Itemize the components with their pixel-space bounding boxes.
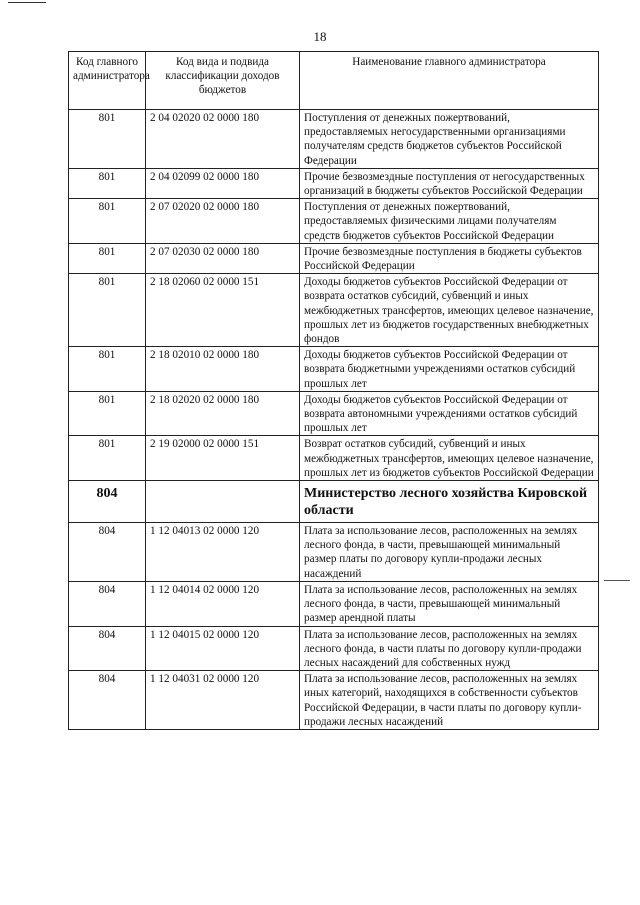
table-row <box>69 436 599 481</box>
admin-code-cell: 804 <box>69 581 146 626</box>
admin-name-cell: Доходы бюджетов субъектов Российской Федерации от возврата автономными учреждениями остатков субсидий прошлых лет <box>300 391 599 436</box>
admin-code-cell: 801 <box>69 436 146 481</box>
admin-code-cell: 801 <box>69 199 146 244</box>
classification-code-cell: 2 18 02060 02 0000 151 <box>146 274 300 347</box>
classification-code-cell: 2 18 02010 02 0000 180 <box>146 347 300 392</box>
admin-name-cell: Доходы бюджетов субъектов Российской Федерации от возврата бюджетными учреждениями остатков субсидий прошлых лет <box>300 347 599 392</box>
admin-name-cell: Плата за использование лесов, расположенных на землях лесного фонда, в части, превышающей минимальный размер арендной платы <box>300 581 599 626</box>
table-row <box>69 391 599 436</box>
admin-code-cell: 804 <box>69 671 146 730</box>
admin-code-cell: 804 <box>69 523 146 582</box>
admin-code-cell: 804 <box>69 626 146 671</box>
admin-code-cell: 804 <box>69 481 146 523</box>
admin-name-cell: Плата за использование лесов, расположенных на землях лесного фонда, в части, превышающей минимальный размер платы по договору купли-продажи лесных насаждений <box>300 523 599 582</box>
classification-code-cell: 1 12 04013 02 0000 120 <box>146 523 300 582</box>
table-row <box>69 626 599 671</box>
table-row <box>69 110 599 169</box>
admin-name-cell: Возврат остатков субсидий, субвенций и иных межбюджетных трансфертов, имеющих целевое назначение, прошлых лет из бюджетов субъектов Российской Федерации <box>300 436 599 481</box>
table-header-row <box>69 52 599 110</box>
admin-name-cell: Министерство лесного хозяйства Кировской области <box>300 481 599 523</box>
admin-name-cell: Поступления от денежных пожертвований, предоставляемых негосударственными организациями получателям средств бюджетов субъектов Российской Федерации <box>300 110 599 169</box>
admin-code-cell: 801 <box>69 243 146 273</box>
header-admin-name: Наименование главного администратора <box>300 52 599 110</box>
page-number: 18 <box>313 29 327 44</box>
admin-code-cell: 801 <box>69 274 146 347</box>
classification-code-cell: 2 04 02020 02 0000 180 <box>146 110 300 169</box>
classification-code-cell: 1 12 04031 02 0000 120 <box>146 671 300 730</box>
header-admin-code: Код главного администратора <box>69 52 146 110</box>
classification-code-cell: 2 04 02099 02 0000 180 <box>146 168 300 198</box>
margin-mark <box>604 580 630 581</box>
admin-name-cell: Прочие безвозмездные поступления в бюджеты субъектов Российской Федерации <box>300 243 599 273</box>
table-row <box>69 671 599 730</box>
classification-code-cell: 2 18 02020 02 0000 180 <box>146 391 300 436</box>
admin-code-cell: 801 <box>69 347 146 392</box>
admin-name-cell: Доходы бюджетов субъектов Российской Федерации от возврата остатков субсидий, субвенций и иных межбюджетных трансфертов, имеющих целевое назначение, прошлых лет из бюджетов государственных внебюджетных фондов <box>300 274 599 347</box>
classification-code-cell: 1 12 04015 02 0000 120 <box>146 626 300 671</box>
scan-edge-mark <box>8 2 46 3</box>
admin-name-cell: Плата за использование лесов, расположенных на землях лесного фонда, в части платы по договору купли-продажи лесных насаждений для собственных нужд <box>300 626 599 671</box>
admin-name-cell: Поступления от денежных пожертвований, предоставляемых физическими лицами получателям средств бюджетов субъектов Российской Федерации <box>300 199 599 244</box>
classification-code-cell: 1 12 04014 02 0000 120 <box>146 581 300 626</box>
admin-code-cell: 801 <box>69 391 146 436</box>
table-row <box>69 199 599 244</box>
admin-code-cell: 801 <box>69 110 146 169</box>
revenue-administrators-table <box>68 51 599 730</box>
section-row <box>69 481 599 523</box>
table-row <box>69 243 599 273</box>
table-body <box>69 110 599 730</box>
admin-name-cell: Прочие безвозмездные поступления от негосударственных организаций в бюджеты субъектов Российской Федерации <box>300 168 599 198</box>
header-classification-code: Код вида и подвида классификации доходов бюджетов <box>146 52 300 110</box>
table-row <box>69 168 599 198</box>
table-row <box>69 347 599 392</box>
classification-code-cell: 2 19 02000 02 0000 151 <box>146 436 300 481</box>
table-row <box>69 523 599 582</box>
table-row <box>69 581 599 626</box>
admin-code-cell: 801 <box>69 168 146 198</box>
classification-code-cell: 2 07 02030 02 0000 180 <box>146 243 300 273</box>
classification-code-cell <box>146 481 300 523</box>
classification-code-cell: 2 07 02020 02 0000 180 <box>146 199 300 244</box>
admin-name-cell: Плата за использование лесов, расположенных на землях иных категорий, находящихся в собственности субъектов Российской Федерации, в части платы по договору купли-продажи лесных насаждений <box>300 671 599 730</box>
table-row <box>69 274 599 347</box>
